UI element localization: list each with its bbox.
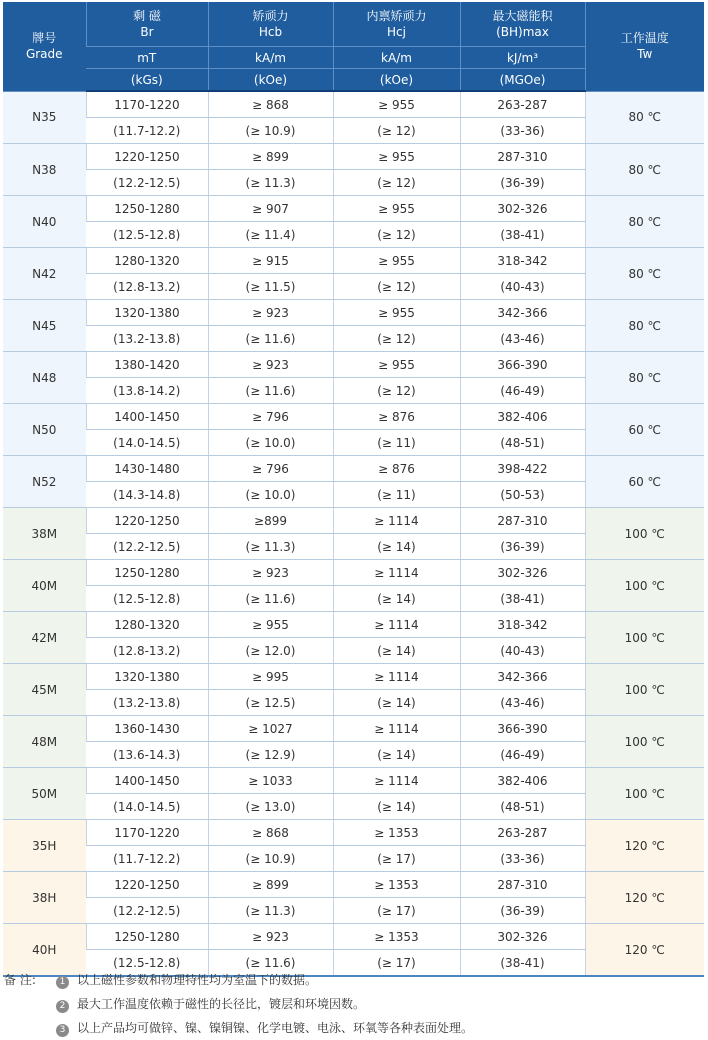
tw-cell: 80 ℃ <box>585 91 704 144</box>
tw-cell: 60 ℃ <box>585 404 704 456</box>
tw-cell: 120 ℃ <box>585 820 704 872</box>
bhmax-mgoe-cell: (33-36) <box>460 846 585 872</box>
br-kgs-cell: (12.2-12.5) <box>86 170 208 196</box>
hcj-koe-cell: (≥ 14) <box>333 690 460 716</box>
bhmax-mgoe-cell: (43-46) <box>460 326 585 352</box>
br-cell: 1170-1220 <box>86 820 208 846</box>
tw-cell: 100 ℃ <box>585 716 704 768</box>
hcj-cell: ≥ 955 <box>333 196 460 222</box>
br-kgs-cell: (14.0-14.5) <box>86 794 208 820</box>
br-cell: 1280-1320 <box>86 612 208 638</box>
bhmax-mgoe-cell: (40-43) <box>460 274 585 300</box>
tw-cell: 120 ℃ <box>585 872 704 924</box>
table-body <box>3 91 704 976</box>
note-text: 以上产品均可做锌、镍、镍铜镍、化学电镀、电泳、环氧等各种表面处理。 <box>77 1021 474 1035</box>
bhmax-cell: 287-310 <box>460 508 585 534</box>
hcb-koe-cell: (≥ 11.5) <box>208 274 333 300</box>
bhmax-cell: 318-342 <box>460 612 585 638</box>
br-kgs-cell: (13.6-14.3) <box>86 742 208 768</box>
hcj-cell: ≥ 955 <box>333 300 460 326</box>
hcj-cell: ≥ 1114 <box>333 716 460 742</box>
grade-cell: 35H <box>3 820 86 872</box>
table-row <box>3 91 704 118</box>
br-kgs-cell: (12.5-12.8) <box>86 950 208 977</box>
hcj-koe-cell: (≥ 14) <box>333 794 460 820</box>
hcb-cell: ≥ 1033 <box>208 768 333 794</box>
grade-cell: 48M <box>3 716 86 768</box>
hcj-koe-cell: (≥ 14) <box>333 638 460 664</box>
tw-cell: 80 ℃ <box>585 352 704 404</box>
br-kgs-cell: (13.8-14.2) <box>86 378 208 404</box>
magnet-grade-table <box>3 2 704 977</box>
hcb-koe-cell: (≥ 10.0) <box>208 482 333 508</box>
hcj-koe-cell: (≥ 14) <box>333 534 460 560</box>
bhmax-mgoe-cell: (36-39) <box>460 534 585 560</box>
hcj-koe-cell: (≥ 12) <box>333 274 460 300</box>
bhmax-cell: 382-406 <box>460 404 585 430</box>
br-kgs-cell: (14.0-14.5) <box>86 430 208 456</box>
header-br-unit: mT <box>86 47 208 69</box>
table-row <box>3 716 704 742</box>
hcb-koe-cell: (≥ 11.6) <box>208 326 333 352</box>
tw-cell: 100 ℃ <box>585 560 704 612</box>
grade-cell: N48 <box>3 352 86 404</box>
br-kgs-cell: (13.2-13.8) <box>86 326 208 352</box>
tw-cell: 80 ℃ <box>585 196 704 248</box>
table-row <box>3 508 704 534</box>
hcj-cell: ≥ 1353 <box>333 872 460 898</box>
grade-cell: 42M <box>3 612 86 664</box>
hcj-cell: ≥ 1353 <box>333 924 460 950</box>
tw-cell: 100 ℃ <box>585 664 704 716</box>
header-hcj-unit2: (kOe) <box>333 69 460 92</box>
table-row <box>3 144 704 170</box>
header-bhmax-unit: kJ/m³ <box>460 47 585 69</box>
note-number-icon: 2 <box>56 1000 69 1013</box>
grade-cell: N50 <box>3 404 86 456</box>
bhmax-cell: 302-326 <box>460 196 585 222</box>
table-row <box>3 456 704 482</box>
hcb-koe-cell: (≥ 10.9) <box>208 846 333 872</box>
note-text: 最大工作温度依赖于磁性的长径比，镀层和环境因数。 <box>77 997 366 1011</box>
table-row <box>3 872 704 898</box>
header-hcb-unit: kA/m <box>208 47 333 69</box>
br-kgs-cell: (12.2-12.5) <box>86 898 208 924</box>
hcb-cell: ≥ 899 <box>208 144 333 170</box>
table-header <box>3 2 704 91</box>
br-kgs-cell: (14.3-14.8) <box>86 482 208 508</box>
bhmax-mgoe-cell: (40-43) <box>460 638 585 664</box>
grade-cell: 38H <box>3 872 86 924</box>
br-cell: 1430-1480 <box>86 456 208 482</box>
header-br: 剩 磁 Br <box>86 2 208 47</box>
hcb-koe-cell: (≥ 11.6) <box>208 586 333 612</box>
br-cell: 1320-1380 <box>86 664 208 690</box>
bhmax-cell: 366-390 <box>460 716 585 742</box>
note-number-icon: 1 <box>56 976 69 989</box>
hcb-koe-cell: (≥ 13.0) <box>208 794 333 820</box>
table-row <box>3 612 704 638</box>
table-row <box>3 248 704 274</box>
header-bhmax: 最大磁能积 (BH)max <box>460 2 585 47</box>
hcj-cell: ≥ 876 <box>333 456 460 482</box>
hcb-cell: ≥ 868 <box>208 91 333 118</box>
hcb-cell: ≥ 923 <box>208 560 333 586</box>
br-cell: 1170-1220 <box>86 91 208 118</box>
br-kgs-cell: (11.7-12.2) <box>86 846 208 872</box>
br-cell: 1250-1280 <box>86 196 208 222</box>
tw-cell: 100 ℃ <box>585 612 704 664</box>
grade-cell: 38M <box>3 508 86 560</box>
tw-cell: 100 ℃ <box>585 508 704 560</box>
bhmax-mgoe-cell: (38-41) <box>460 950 585 977</box>
br-cell: 1360-1430 <box>86 716 208 742</box>
hcb-koe-cell: (≥ 10.0) <box>208 430 333 456</box>
hcj-cell: ≥ 1114 <box>333 508 460 534</box>
header-hcj-unit: kA/m <box>333 47 460 69</box>
hcb-cell: ≥ 907 <box>208 196 333 222</box>
note-number-icon: 3 <box>56 1024 69 1037</box>
br-kgs-cell: (12.8-13.2) <box>86 638 208 664</box>
grade-cell: N42 <box>3 248 86 300</box>
hcb-cell: ≥ 923 <box>208 924 333 950</box>
grade-cell: N45 <box>3 300 86 352</box>
tw-cell: 120 ℃ <box>585 924 704 977</box>
br-cell: 1380-1420 <box>86 352 208 378</box>
hcj-koe-cell: (≥ 12) <box>333 378 460 404</box>
hcj-koe-cell: (≥ 12) <box>333 222 460 248</box>
hcj-koe-cell: (≥ 14) <box>333 742 460 768</box>
hcj-koe-cell: (≥ 14) <box>333 586 460 612</box>
header-hcj: 内禀矫顽力 Hcj <box>333 2 460 47</box>
br-cell: 1400-1450 <box>86 768 208 794</box>
tw-cell: 100 ℃ <box>585 768 704 820</box>
hcb-koe-cell: (≥ 12.0) <box>208 638 333 664</box>
br-kgs-cell: (13.2-13.8) <box>86 690 208 716</box>
hcj-cell: ≥ 1353 <box>333 820 460 846</box>
hcj-koe-cell: (≥ 17) <box>333 846 460 872</box>
hcb-koe-cell: (≥ 12.9) <box>208 742 333 768</box>
table-row <box>3 768 704 794</box>
grade-cell: 40M <box>3 560 86 612</box>
bhmax-mgoe-cell: (43-46) <box>460 690 585 716</box>
table-row <box>3 820 704 846</box>
br-kgs-cell: (12.5-12.8) <box>86 222 208 248</box>
hcj-koe-cell: (≥ 17) <box>333 898 460 924</box>
hcb-cell: ≥ 923 <box>208 352 333 378</box>
notes-label: 备 注: <box>4 973 36 987</box>
bhmax-cell: 302-326 <box>460 924 585 950</box>
grade-cell: 50M <box>3 768 86 820</box>
grade-cell: 40H <box>3 924 86 977</box>
br-cell: 1320-1380 <box>86 300 208 326</box>
br-cell: 1220-1250 <box>86 872 208 898</box>
hcb-koe-cell: (≥ 11.6) <box>208 950 333 977</box>
br-cell: 1220-1250 <box>86 508 208 534</box>
note-item <box>4 968 704 992</box>
bhmax-cell: 318-342 <box>460 248 585 274</box>
hcb-koe-cell: (≥ 12.5) <box>208 690 333 716</box>
hcj-koe-cell: (≥ 11) <box>333 430 460 456</box>
bhmax-cell: 302-326 <box>460 560 585 586</box>
grade-cell: 45M <box>3 664 86 716</box>
bhmax-mgoe-cell: (50-53) <box>460 482 585 508</box>
hcb-koe-cell: (≥ 11.3) <box>208 170 333 196</box>
note-text: 以上磁性参数和物理特性均为室温下的数据。 <box>77 973 318 987</box>
hcj-cell: ≥ 1114 <box>333 768 460 794</box>
hcb-cell: ≥ 868 <box>208 820 333 846</box>
hcj-koe-cell: (≥ 12) <box>333 326 460 352</box>
br-kgs-cell: (11.7-12.2) <box>86 118 208 144</box>
hcj-cell: ≥ 1114 <box>333 560 460 586</box>
hcb-cell: ≥899 <box>208 508 333 534</box>
br-cell: 1400-1450 <box>86 404 208 430</box>
tw-cell: 80 ℃ <box>585 300 704 352</box>
hcb-cell: ≥ 923 <box>208 300 333 326</box>
bhmax-cell: 366-390 <box>460 352 585 378</box>
tw-cell: 60 ℃ <box>585 456 704 508</box>
hcj-cell: ≥ 955 <box>333 248 460 274</box>
hcb-koe-cell: (≥ 11.4) <box>208 222 333 248</box>
table-row <box>3 352 704 378</box>
bhmax-cell: 263-287 <box>460 820 585 846</box>
bhmax-mgoe-cell: (36-39) <box>460 170 585 196</box>
hcj-koe-cell: (≥ 11) <box>333 482 460 508</box>
notes-section <box>4 968 704 1040</box>
bhmax-cell: 398-422 <box>460 456 585 482</box>
grade-cell: N38 <box>3 144 86 196</box>
grade-cell: N40 <box>3 196 86 248</box>
header-bhmax-unit2: (MGOe) <box>460 69 585 92</box>
bhmax-mgoe-cell: (48-51) <box>460 794 585 820</box>
bhmax-mgoe-cell: (46-49) <box>460 378 585 404</box>
grade-cell: N35 <box>3 91 86 144</box>
hcb-koe-cell: (≥ 11.6) <box>208 378 333 404</box>
note-item <box>4 1016 704 1040</box>
br-cell: 1280-1320 <box>86 248 208 274</box>
table-row <box>3 924 704 950</box>
bhmax-cell: 382-406 <box>460 768 585 794</box>
table-row <box>3 196 704 222</box>
hcj-cell: ≥ 955 <box>333 144 460 170</box>
header-grade: 牌号 Grade <box>3 2 86 91</box>
hcj-koe-cell: (≥ 12) <box>333 118 460 144</box>
hcj-cell: ≥ 1114 <box>333 664 460 690</box>
br-kgs-cell: (12.5-12.8) <box>86 586 208 612</box>
hcb-cell: ≥ 796 <box>208 404 333 430</box>
bhmax-mgoe-cell: (48-51) <box>460 430 585 456</box>
table-row <box>3 560 704 586</box>
table-row <box>3 300 704 326</box>
bhmax-mgoe-cell: (38-41) <box>460 222 585 248</box>
hcj-cell: ≥ 876 <box>333 404 460 430</box>
bhmax-mgoe-cell: (33-36) <box>460 118 585 144</box>
hcj-cell: ≥ 955 <box>333 352 460 378</box>
header-br-unit2: (kGs) <box>86 69 208 92</box>
hcj-koe-cell: (≥ 17) <box>333 950 460 977</box>
hcj-koe-cell: (≥ 12) <box>333 170 460 196</box>
hcb-cell: ≥ 955 <box>208 612 333 638</box>
hcb-cell: ≥ 915 <box>208 248 333 274</box>
table-row <box>3 404 704 430</box>
hcb-cell: ≥ 899 <box>208 872 333 898</box>
table-row <box>3 664 704 690</box>
br-cell: 1220-1250 <box>86 144 208 170</box>
hcb-koe-cell: (≥ 11.3) <box>208 898 333 924</box>
header-hcb-unit2: (kOe) <box>208 69 333 92</box>
hcb-cell: ≥ 796 <box>208 456 333 482</box>
header-hcb: 矫顽力 Hcb <box>208 2 333 47</box>
bhmax-mgoe-cell: (38-41) <box>460 586 585 612</box>
note-item <box>4 992 704 1016</box>
br-cell: 1250-1280 <box>86 924 208 950</box>
bhmax-cell: 342-366 <box>460 300 585 326</box>
br-kgs-cell: (12.8-13.2) <box>86 274 208 300</box>
br-kgs-cell: (12.2-12.5) <box>86 534 208 560</box>
hcj-cell: ≥ 955 <box>333 91 460 118</box>
hcb-cell: ≥ 995 <box>208 664 333 690</box>
bhmax-cell: 263-287 <box>460 91 585 118</box>
tw-cell: 80 ℃ <box>585 248 704 300</box>
hcb-koe-cell: (≥ 11.3) <box>208 534 333 560</box>
hcb-koe-cell: (≥ 10.9) <box>208 118 333 144</box>
bhmax-cell: 287-310 <box>460 144 585 170</box>
hcb-cell: ≥ 1027 <box>208 716 333 742</box>
bhmax-cell: 342-366 <box>460 664 585 690</box>
notes-list <box>4 968 704 1040</box>
bhmax-cell: 287-310 <box>460 872 585 898</box>
bhmax-mgoe-cell: (46-49) <box>460 742 585 768</box>
hcj-cell: ≥ 1114 <box>333 612 460 638</box>
tw-cell: 80 ℃ <box>585 144 704 196</box>
br-cell: 1250-1280 <box>86 560 208 586</box>
bhmax-mgoe-cell: (36-39) <box>460 898 585 924</box>
header-tw: 工作温度 Tw <box>585 2 704 91</box>
grade-cell: N52 <box>3 456 86 508</box>
